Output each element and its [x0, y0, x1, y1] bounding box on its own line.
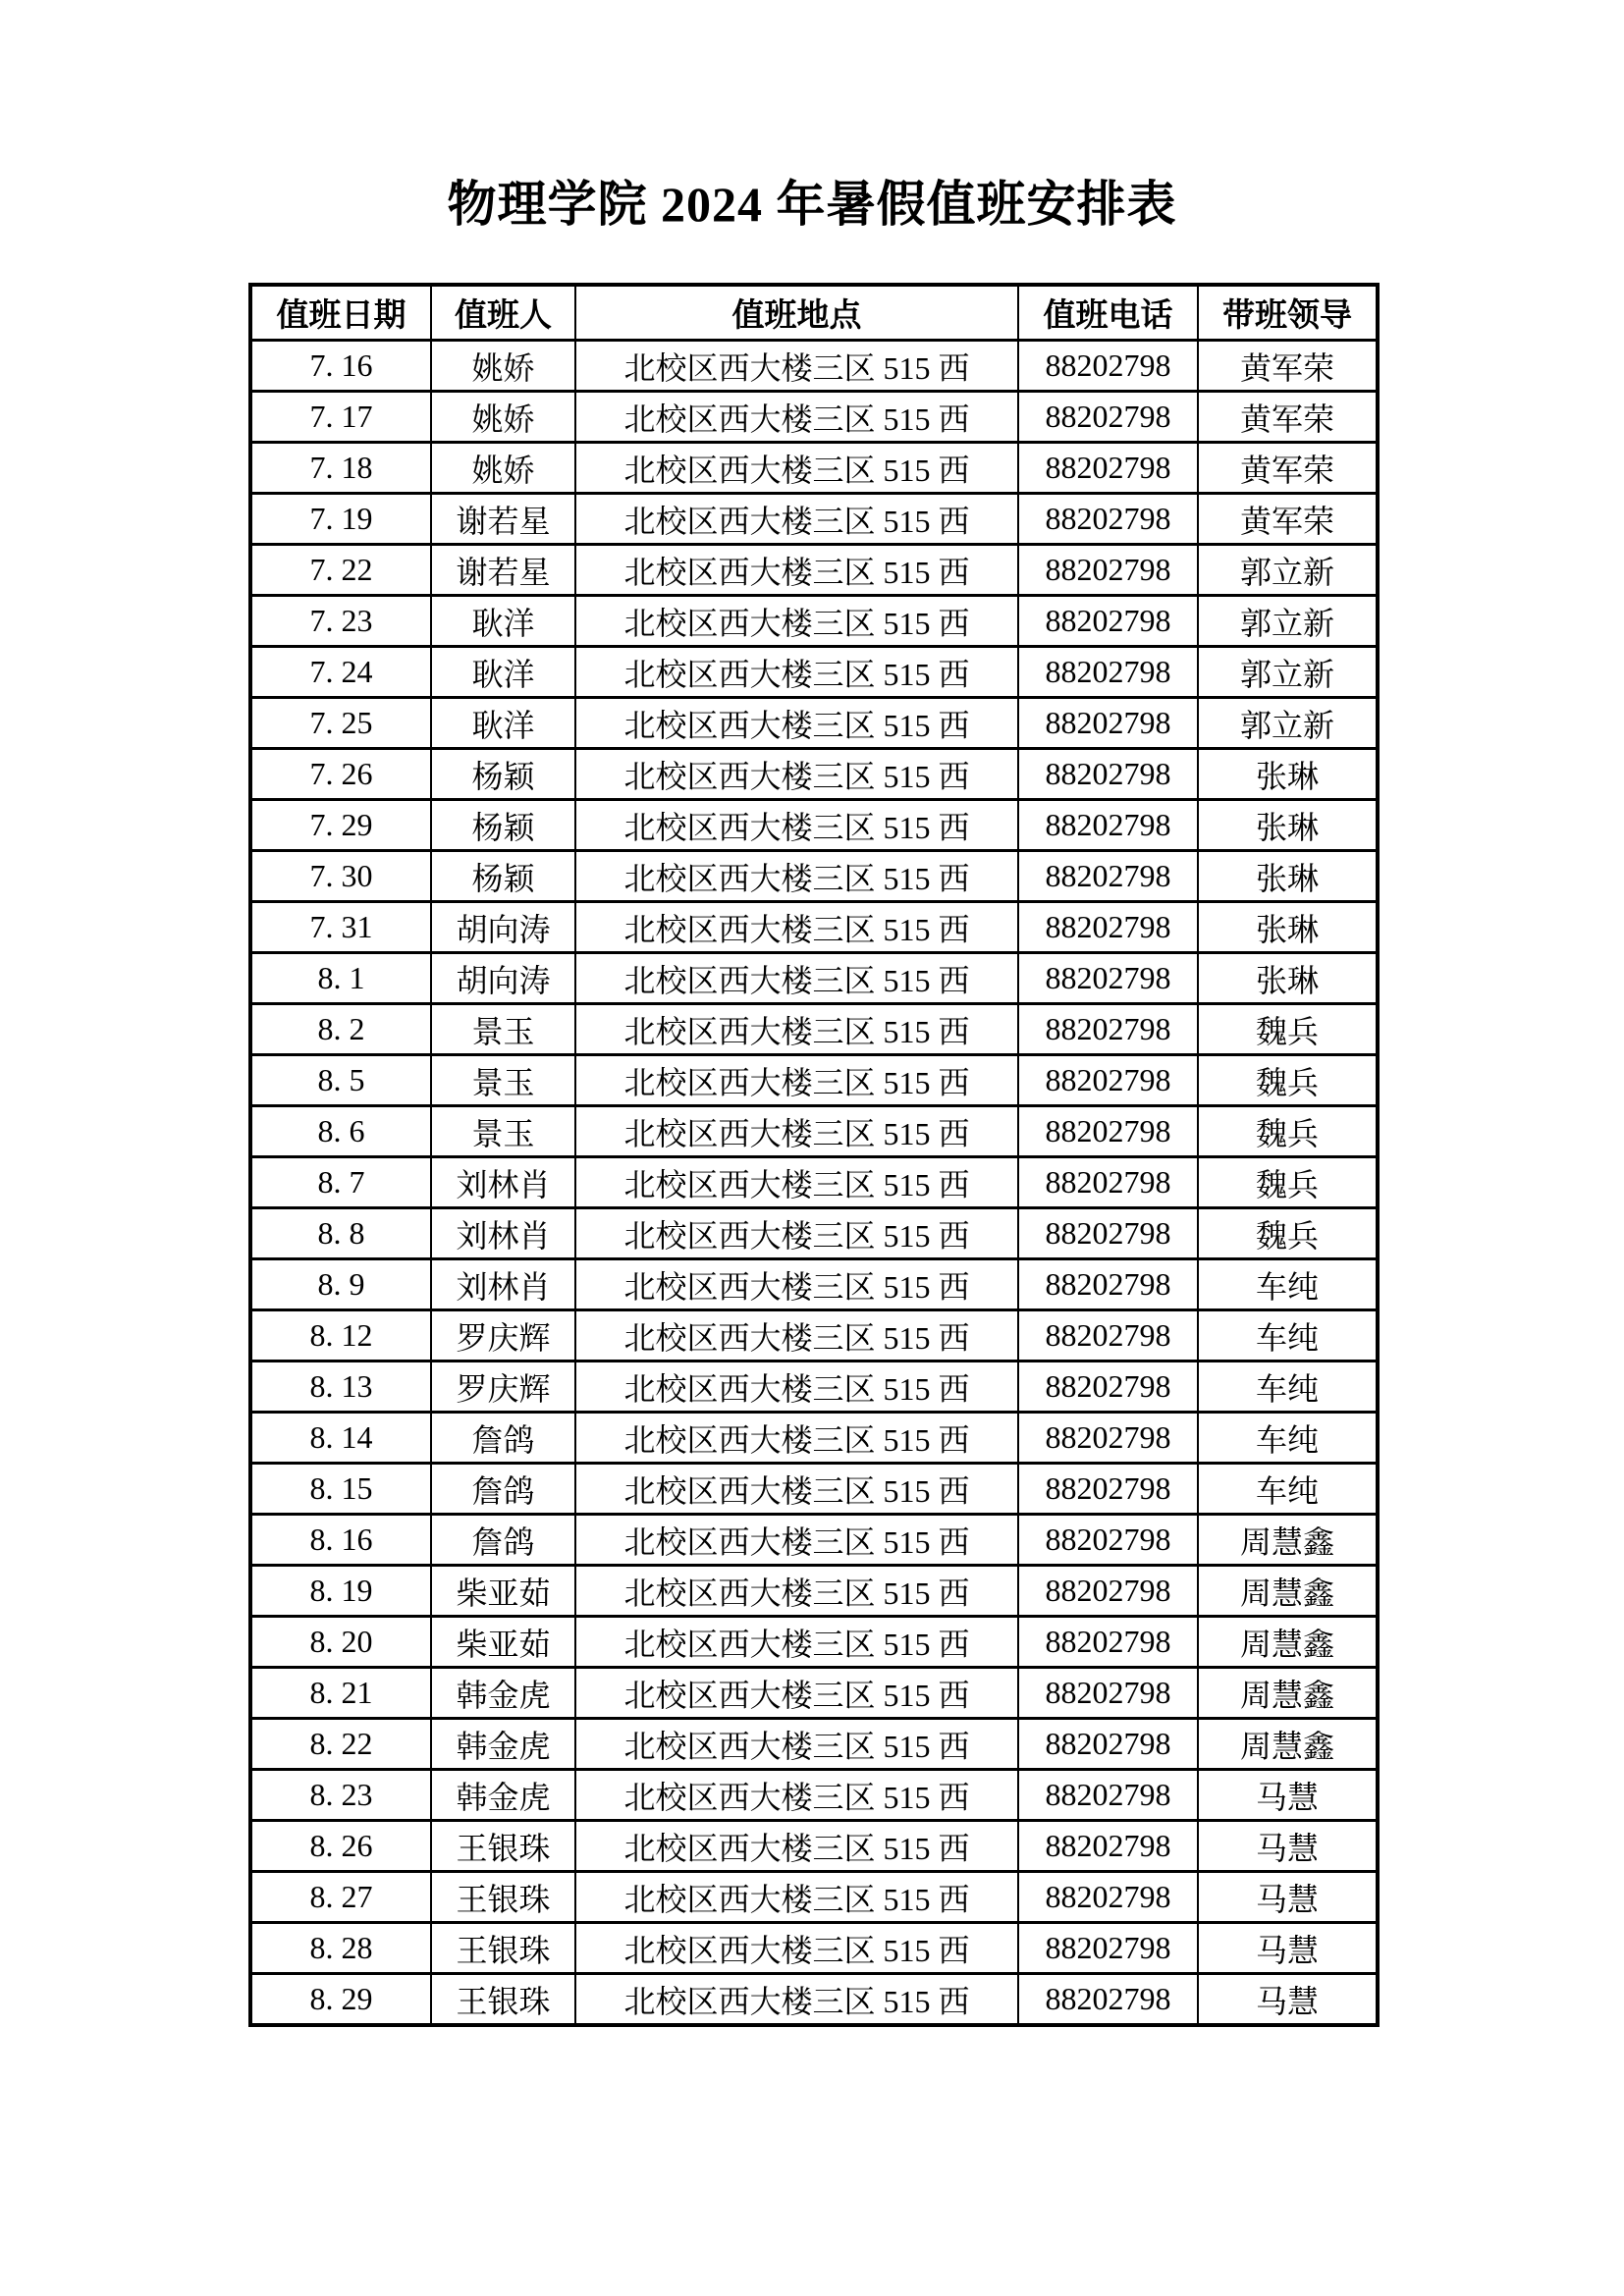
table-cell: 北校区西大楼三区 515 西: [575, 1668, 1018, 1719]
table-cell: 88202798: [1018, 545, 1198, 596]
table-row: [250, 1464, 1378, 1515]
table-cell: 北校区西大楼三区 515 西: [575, 392, 1018, 443]
table-cell: 8. 20: [250, 1617, 431, 1668]
table-header: [250, 285, 1378, 341]
table-row: [250, 749, 1378, 800]
table-cell: 北校区西大楼三区 515 西: [575, 1055, 1018, 1106]
table-cell: 耿洋: [431, 596, 575, 647]
table-cell: 北校区西大楼三区 515 西: [575, 1974, 1018, 2026]
table-cell: 8. 22: [250, 1719, 431, 1770]
table-cell: 北校区西大楼三区 515 西: [575, 596, 1018, 647]
table-cell: 88202798: [1018, 851, 1198, 902]
table-cell: 张琳: [1198, 800, 1378, 851]
table-cell: 北校区西大楼三区 515 西: [575, 1362, 1018, 1413]
table-cell: 8. 13: [250, 1362, 431, 1413]
table-cell: 北校区西大楼三区 515 西: [575, 1821, 1018, 1872]
table-cell: 柴亚茹: [431, 1617, 575, 1668]
table-cell: 谢若星: [431, 545, 575, 596]
table-cell: 7. 24: [250, 647, 431, 698]
table-cell: 韩金虎: [431, 1719, 575, 1770]
table-row: [250, 545, 1378, 596]
table-cell: 张琳: [1198, 953, 1378, 1004]
table-cell: 北校区西大楼三区 515 西: [575, 1770, 1018, 1821]
table-cell: 耿洋: [431, 698, 575, 749]
table-cell: 88202798: [1018, 1617, 1198, 1668]
table-cell: 杨颖: [431, 851, 575, 902]
table-cell: 88202798: [1018, 1413, 1198, 1464]
column-header: 值班地点: [575, 285, 1018, 341]
table-cell: 北校区西大楼三区 515 西: [575, 1004, 1018, 1055]
table-cell: 8. 14: [250, 1413, 431, 1464]
table-row: [250, 1004, 1378, 1055]
table-row: [250, 1872, 1378, 1923]
table-cell: 8. 12: [250, 1310, 431, 1362]
table-cell: 车纯: [1198, 1259, 1378, 1310]
table-cell: 88202798: [1018, 1208, 1198, 1259]
table-cell: 马慧: [1198, 1923, 1378, 1974]
table-cell: 88202798: [1018, 1106, 1198, 1157]
table-cell: 杨颖: [431, 749, 575, 800]
table-cell: 8. 26: [250, 1821, 431, 1872]
column-header: 带班领导: [1198, 285, 1378, 341]
duty-schedule-table: [248, 283, 1380, 2027]
column-header: 值班电话: [1018, 285, 1198, 341]
table-row: [250, 443, 1378, 494]
table-cell: 7. 19: [250, 494, 431, 545]
table-cell: 88202798: [1018, 1974, 1198, 2026]
table-row: [250, 1923, 1378, 1974]
table-cell: 北校区西大楼三区 515 西: [575, 1106, 1018, 1157]
table-cell: 88202798: [1018, 596, 1198, 647]
table-cell: 7. 23: [250, 596, 431, 647]
table-row: [250, 1413, 1378, 1464]
table-row: [250, 1055, 1378, 1106]
table-cell: 8. 5: [250, 1055, 431, 1106]
table-cell: 7. 26: [250, 749, 431, 800]
table-cell: 7. 30: [250, 851, 431, 902]
table-cell: 7. 29: [250, 800, 431, 851]
table-cell: 王银珠: [431, 1821, 575, 1872]
table-row: [250, 1106, 1378, 1157]
table-cell: 北校区西大楼三区 515 西: [575, 647, 1018, 698]
table-cell: 景玉: [431, 1004, 575, 1055]
table-cell: 88202798: [1018, 1566, 1198, 1617]
table-cell: 魏兵: [1198, 1055, 1378, 1106]
table-cell: 北校区西大楼三区 515 西: [575, 1515, 1018, 1566]
table-header-row: [250, 285, 1378, 341]
table-row: [250, 596, 1378, 647]
table-cell: 刘林肖: [431, 1157, 575, 1208]
table-cell: 8. 19: [250, 1566, 431, 1617]
table-cell: 马慧: [1198, 1872, 1378, 1923]
table-cell: 88202798: [1018, 1004, 1198, 1055]
table-cell: 7. 18: [250, 443, 431, 494]
table-cell: 88202798: [1018, 698, 1198, 749]
table-cell: 北校区西大楼三区 515 西: [575, 1157, 1018, 1208]
table-row: [250, 341, 1378, 392]
table-row: [250, 1259, 1378, 1310]
table-cell: 谢若星: [431, 494, 575, 545]
table-cell: 黄军荣: [1198, 392, 1378, 443]
table-cell: 詹鸽: [431, 1464, 575, 1515]
page-title: 物理学院 2024 年暑假值班安排表: [447, 177, 1177, 232]
table-cell: 北校区西大楼三区 515 西: [575, 902, 1018, 953]
table-cell: 88202798: [1018, 1668, 1198, 1719]
table-row: [250, 800, 1378, 851]
table-cell: 罗庆辉: [431, 1310, 575, 1362]
table-cell: 北校区西大楼三区 515 西: [575, 494, 1018, 545]
table-cell: 北校区西大楼三区 515 西: [575, 443, 1018, 494]
table-cell: 车纯: [1198, 1464, 1378, 1515]
table-cell: 8. 8: [250, 1208, 431, 1259]
table-cell: 8. 21: [250, 1668, 431, 1719]
table-cell: 88202798: [1018, 1464, 1198, 1515]
table-cell: 魏兵: [1198, 1106, 1378, 1157]
table-cell: 黄军荣: [1198, 443, 1378, 494]
table-cell: 88202798: [1018, 902, 1198, 953]
table-cell: 姚娇: [431, 443, 575, 494]
table-row: [250, 1617, 1378, 1668]
table-cell: 北校区西大楼三区 515 西: [575, 1208, 1018, 1259]
table-cell: 北校区西大楼三区 515 西: [575, 749, 1018, 800]
table-cell: 周慧鑫: [1198, 1719, 1378, 1770]
table-cell: 88202798: [1018, 494, 1198, 545]
table-cell: 张琳: [1198, 851, 1378, 902]
table-cell: 88202798: [1018, 341, 1198, 392]
table-cell: 耿洋: [431, 647, 575, 698]
table-cell: 88202798: [1018, 1310, 1198, 1362]
table-cell: 詹鸽: [431, 1515, 575, 1566]
table-cell: 张琳: [1198, 902, 1378, 953]
table-cell: 北校区西大楼三区 515 西: [575, 1566, 1018, 1617]
table-cell: 北校区西大楼三区 515 西: [575, 1617, 1018, 1668]
table-cell: 88202798: [1018, 953, 1198, 1004]
table-cell: 魏兵: [1198, 1208, 1378, 1259]
table-cell: 马慧: [1198, 1821, 1378, 1872]
table-cell: 车纯: [1198, 1362, 1378, 1413]
table-cell: 刘林肖: [431, 1208, 575, 1259]
table-cell: 7. 17: [250, 392, 431, 443]
table-cell: 王银珠: [431, 1923, 575, 1974]
table-cell: 88202798: [1018, 392, 1198, 443]
table-cell: 韩金虎: [431, 1770, 575, 1821]
table-cell: 罗庆辉: [431, 1362, 575, 1413]
table-cell: 88202798: [1018, 1770, 1198, 1821]
table-row: [250, 1821, 1378, 1872]
table-cell: 88202798: [1018, 443, 1198, 494]
table-cell: 马慧: [1198, 1770, 1378, 1821]
table-cell: 北校区西大楼三区 515 西: [575, 1719, 1018, 1770]
table-cell: 北校区西大楼三区 515 西: [575, 1464, 1018, 1515]
table-cell: 8. 7: [250, 1157, 431, 1208]
table-cell: 88202798: [1018, 647, 1198, 698]
table-cell: 北校区西大楼三区 515 西: [575, 545, 1018, 596]
table-row: [250, 851, 1378, 902]
table-cell: 8. 28: [250, 1923, 431, 1974]
table-cell: 郭立新: [1198, 596, 1378, 647]
column-header: 值班人: [431, 285, 575, 341]
table-row: [250, 698, 1378, 749]
table-row: [250, 1310, 1378, 1362]
table-row: [250, 1719, 1378, 1770]
table-cell: 杨颖: [431, 800, 575, 851]
table-cell: 88202798: [1018, 749, 1198, 800]
table-cell: 张琳: [1198, 749, 1378, 800]
table-cell: 8. 9: [250, 1259, 431, 1310]
table-cell: 魏兵: [1198, 1157, 1378, 1208]
table-cell: 北校区西大楼三区 515 西: [575, 953, 1018, 1004]
table-cell: 8. 27: [250, 1872, 431, 1923]
table-row: [250, 647, 1378, 698]
table-cell: 北校区西大楼三区 515 西: [575, 1310, 1018, 1362]
table-row: [250, 1974, 1378, 2026]
table-cell: 姚娇: [431, 341, 575, 392]
table-cell: 7. 16: [250, 341, 431, 392]
column-header: 值班日期: [250, 285, 431, 341]
table-cell: 8. 1: [250, 953, 431, 1004]
table-cell: 8. 2: [250, 1004, 431, 1055]
table-cell: 7. 31: [250, 902, 431, 953]
table-cell: 姚娇: [431, 392, 575, 443]
table-cell: 王银珠: [431, 1872, 575, 1923]
table-row: [250, 902, 1378, 953]
table-cell: 北校区西大楼三区 515 西: [575, 1872, 1018, 1923]
table-cell: 魏兵: [1198, 1004, 1378, 1055]
table-cell: 88202798: [1018, 1259, 1198, 1310]
table-cell: 8. 16: [250, 1515, 431, 1566]
table-row: [250, 392, 1378, 443]
table-row: [250, 1566, 1378, 1617]
table-cell: 郭立新: [1198, 545, 1378, 596]
table-cell: 黄军荣: [1198, 494, 1378, 545]
table-cell: 88202798: [1018, 1719, 1198, 1770]
table-cell: 胡向涛: [431, 902, 575, 953]
table-cell: 景玉: [431, 1055, 575, 1106]
table-cell: 詹鸽: [431, 1413, 575, 1464]
table-cell: 马慧: [1198, 1974, 1378, 2026]
table-cell: 88202798: [1018, 800, 1198, 851]
table-row: [250, 1362, 1378, 1413]
table-cell: 柴亚茹: [431, 1566, 575, 1617]
table-cell: 88202798: [1018, 1515, 1198, 1566]
table-cell: 北校区西大楼三区 515 西: [575, 800, 1018, 851]
table-cell: 周慧鑫: [1198, 1617, 1378, 1668]
table-cell: 郭立新: [1198, 698, 1378, 749]
table-cell: 周慧鑫: [1198, 1515, 1378, 1566]
table-cell: 88202798: [1018, 1821, 1198, 1872]
table-cell: 周慧鑫: [1198, 1668, 1378, 1719]
table-cell: 王银珠: [431, 1974, 575, 2026]
table-row: [250, 1668, 1378, 1719]
table-cell: 郭立新: [1198, 647, 1378, 698]
table-cell: 车纯: [1198, 1413, 1378, 1464]
table-cell: 8. 6: [250, 1106, 431, 1157]
table-cell: 北校区西大楼三区 515 西: [575, 1923, 1018, 1974]
table-cell: 7. 25: [250, 698, 431, 749]
table-row: [250, 494, 1378, 545]
table-cell: 7. 22: [250, 545, 431, 596]
table-row: [250, 1515, 1378, 1566]
table-cell: 8. 29: [250, 1974, 431, 2026]
duty-table-body: [250, 341, 1378, 2026]
table-row: [250, 1208, 1378, 1259]
table-cell: 北校区西大楼三区 515 西: [575, 698, 1018, 749]
table-row: [250, 1770, 1378, 1821]
table-row: [250, 1157, 1378, 1208]
table-cell: 88202798: [1018, 1157, 1198, 1208]
table-cell: 景玉: [431, 1106, 575, 1157]
table-cell: 8. 23: [250, 1770, 431, 1821]
table-cell: 北校区西大楼三区 515 西: [575, 851, 1018, 902]
table-cell: 88202798: [1018, 1055, 1198, 1106]
table-cell: 胡向涛: [431, 953, 575, 1004]
table-cell: 北校区西大楼三区 515 西: [575, 1413, 1018, 1464]
table-cell: 北校区西大楼三区 515 西: [575, 1259, 1018, 1310]
table-cell: 88202798: [1018, 1923, 1198, 1974]
table-cell: 车纯: [1198, 1310, 1378, 1362]
table-cell: 黄军荣: [1198, 341, 1378, 392]
table-cell: 周慧鑫: [1198, 1566, 1378, 1617]
table-cell: 北校区西大楼三区 515 西: [575, 341, 1018, 392]
table-cell: 8. 15: [250, 1464, 431, 1515]
table-cell: 88202798: [1018, 1872, 1198, 1923]
table-row: [250, 953, 1378, 1004]
table-cell: 88202798: [1018, 1362, 1198, 1413]
table-cell: 韩金虎: [431, 1668, 575, 1719]
table-cell: 刘林肖: [431, 1259, 575, 1310]
